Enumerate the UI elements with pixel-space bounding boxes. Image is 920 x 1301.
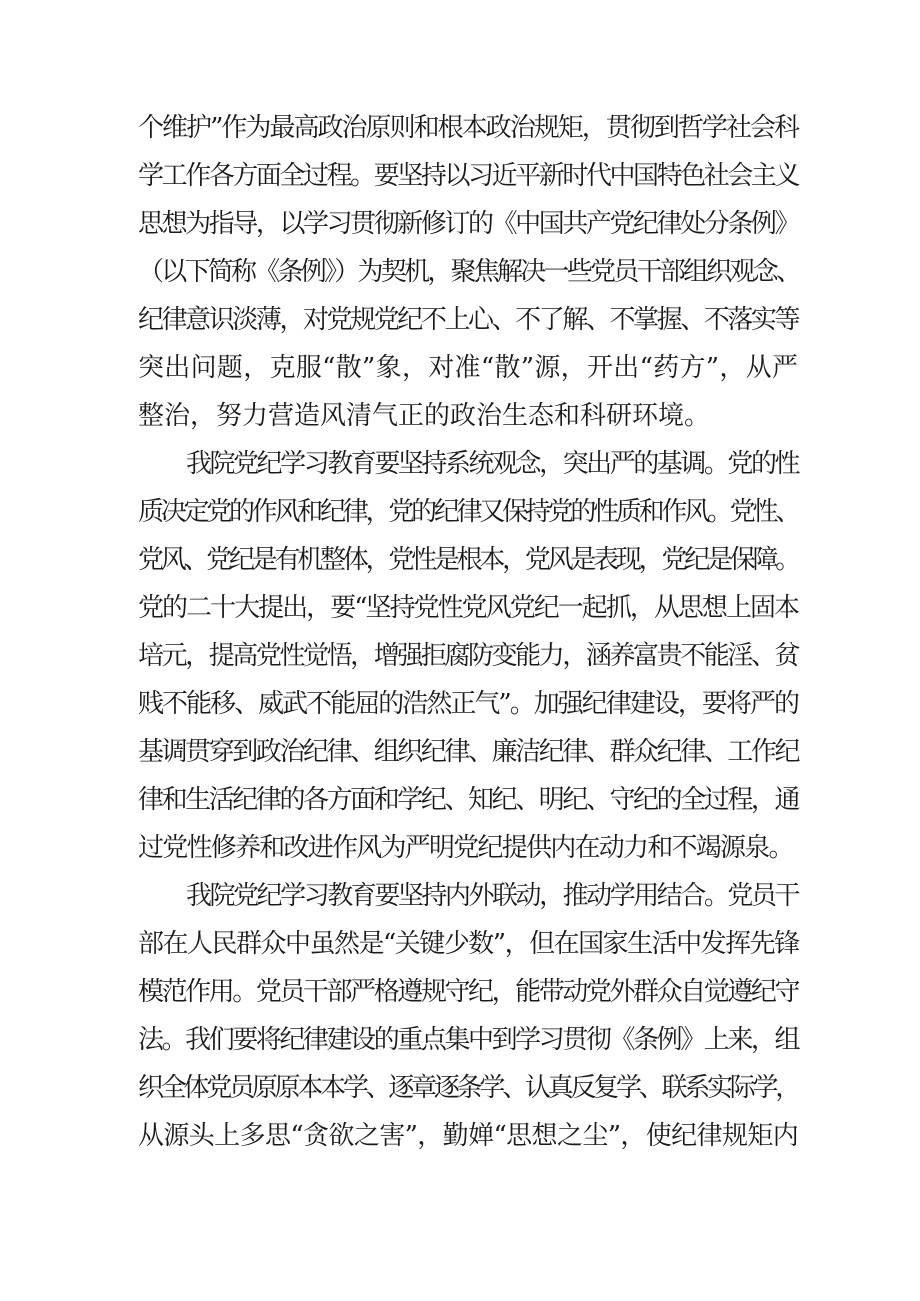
text-line: 从源头上多思“贪欲之害”，勤婵“思想之尘”，使纪律规矩内 xyxy=(138,1121,798,1151)
text-line: 个维护”作为最高政治原则和根本政治规矩，贯彻到哲学社会科 xyxy=(138,113,798,143)
text-line: 法。我们要将纪律建设的重点集中到学习贯彻《条例》上来，组 xyxy=(138,1025,798,1055)
text-line: 过党性修养和改进作风为严明党纪提供内在动力和不竭源泉。 xyxy=(138,833,793,863)
text-line: 纪律意识淡薄，对党规党纪不上心、不了解、不掌握、不落实等 xyxy=(138,305,798,335)
text-line: 模范作用。党员干部严格遵规守纪，能带动党外群众自觉遵纪守 xyxy=(138,977,798,1007)
text-line: 质决定党的作风和纪律，党的纪律又保持党的性质和作风。党性、 xyxy=(138,497,798,527)
text-line: 整治，努力营造风清气正的政治生态和科研环境。 xyxy=(138,401,711,431)
text-line: 培元，提高党性觉悟，增强拒腐防变能力，涵养富贵不能淫、贫 xyxy=(138,641,798,671)
text-line: 基调贯穿到政治纪律、组织纪律、廉洁纪律、群众纪律、工作纪 xyxy=(138,737,798,767)
text-line: 部在人民群众中虽然是“关键少数”，但在国家生活中发挥先锋 xyxy=(138,929,799,959)
text-line: 织全体党员原原本本学、逐章逐条学、认真反复学、联系实际学， xyxy=(138,1073,798,1103)
text-line: 突出问题，克服“散”象，对准“散”源，开出“药方”，从严 xyxy=(138,353,798,383)
text-line: 党风、党纪是有机整体，党性是根本，党风是表现，党纪是保障。 xyxy=(138,545,798,575)
text-line: 思想为指导，以学习贯彻新修订的《中国共产党纪律处分条例》 xyxy=(138,209,798,239)
paragraph-first-line: 我院党纪学习教育要坚持内外联动，推动学用结合。党员干 xyxy=(186,881,798,911)
text-line: 学工作各方面全过程。要坚持以习近平新时代中国特色社会主义 xyxy=(138,161,798,191)
paragraph-first-line: 我院党纪学习教育要坚持系统观念，突出严的基调。党的性 xyxy=(186,449,798,479)
text-line: 贱不能移、威武不能屈的浩然正气”。加强纪律建设，要将严的 xyxy=(138,689,798,719)
text-line: 党的二十大提出，要“坚持党性党风党纪一起抓，从思想上固本 xyxy=(138,593,798,623)
text-line: 律和生活纪律的各方面和学纪、知纪、明纪、守纪的全过程，通 xyxy=(138,785,798,815)
text-line: （以下简称《条例》）为契机，聚焦解决一些党员干部组织观念、 xyxy=(138,257,800,287)
